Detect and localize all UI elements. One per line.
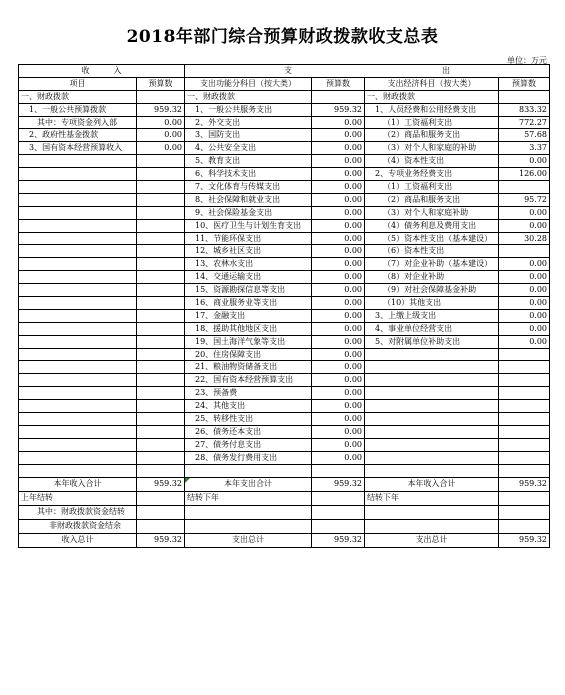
func-budget: 0.00 (312, 129, 365, 142)
income-item (19, 387, 137, 400)
col-budget-header: 预算数 (137, 77, 185, 90)
econ-budget (499, 464, 550, 477)
func-item: 9、社会保险基金支出 (185, 206, 312, 219)
table-row (19, 387, 550, 400)
func-item: 8、社会保障和就业支出 (185, 193, 312, 206)
econ-budget: 95.72 (499, 193, 550, 206)
income-item (19, 309, 137, 322)
econ-item: 5、对附属单位补助支出 (365, 335, 499, 348)
econ-budget: 772.27 (499, 116, 550, 129)
income-budget (137, 464, 185, 477)
grand-expense-label: 支出总计 (185, 533, 312, 547)
expense-total-label: 本年支出合计 (185, 477, 312, 491)
expense-header: 支 出 (185, 65, 550, 78)
table-row (19, 193, 550, 206)
income-item: 一、财政拨款 (19, 90, 137, 103)
table-row (19, 90, 550, 103)
income-item (19, 451, 137, 464)
table-row (19, 413, 550, 426)
income-item (19, 413, 137, 426)
income-item (19, 374, 137, 387)
income-budget (137, 193, 185, 206)
income-item: 2、政府性基金拨款 (19, 129, 137, 142)
func-item: 18、援助其他地区支出 (185, 322, 312, 335)
func-budget: 0.00 (312, 387, 365, 400)
table-row (19, 309, 550, 322)
econ-item (365, 348, 499, 361)
func-budget: 0.00 (312, 193, 365, 206)
carry-out-label: 结转下年 (365, 491, 499, 505)
income-item (19, 181, 137, 194)
table-row (19, 155, 550, 168)
expense-total-value: 959.32 (312, 477, 365, 491)
table-row (19, 284, 550, 297)
func-item: 19、国土海洋气象等支出 (185, 335, 312, 348)
func-item: 28、债务发行费用支出 (185, 451, 312, 464)
func-budget: 0.00 (312, 168, 365, 181)
func-item: 27、债务付息支出 (185, 438, 312, 451)
carry-in-label: 上年结转 (19, 491, 137, 505)
func-budget: 0.00 (312, 400, 365, 413)
page-title: 2018年部门综合预算财政拨款收支总表 (126, 27, 439, 47)
income-budget (137, 271, 185, 284)
func-budget: 0.00 (312, 348, 365, 361)
func-budget: 0.00 (312, 374, 365, 387)
econ-budget: 0.00 (499, 322, 550, 335)
func-item: 7、文化体育与传媒支出 (185, 181, 312, 194)
func-item: 13、农林水支出 (185, 258, 312, 271)
econ-item (365, 400, 499, 413)
func-item: 21、粮油物资储备支出 (185, 361, 312, 374)
income-item (19, 464, 137, 477)
grand-income-label: 收入总计 (19, 533, 137, 547)
econ-item: （10）其他支出 (365, 297, 499, 310)
table-row (19, 438, 550, 451)
table-row (19, 258, 550, 271)
func-item: 2、外交支出 (185, 116, 312, 129)
func-item: 10、医疗卫生与计划生育支出 (185, 219, 312, 232)
income-budget (137, 335, 185, 348)
grand-expense-label: 支出总计 (365, 533, 499, 547)
func-budget: 0.00 (312, 181, 365, 194)
econ-budget: 0.00 (499, 335, 550, 348)
income-item: 其中：专项资金列入部 (19, 116, 137, 129)
econ-budget (499, 374, 550, 387)
econ-item: （2）商品和服务支出 (365, 129, 499, 142)
func-item: 17、金融支出 (185, 309, 312, 322)
func-budget: 0.00 (312, 245, 365, 258)
func-item: 4、公共安全支出 (185, 142, 312, 155)
econ-budget (499, 348, 550, 361)
table-row (19, 271, 550, 284)
func-budget: 0.00 (312, 116, 365, 129)
func-budget: 0.00 (312, 438, 365, 451)
func-item: 25、转移性支出 (185, 413, 312, 426)
table-row (19, 451, 550, 464)
income-budget (137, 284, 185, 297)
func-budget: 0.00 (312, 258, 365, 271)
income-item (19, 219, 137, 232)
col-budget-header: 预算数 (312, 77, 365, 90)
econ-budget: 0.00 (499, 297, 550, 310)
econ-item: （1）工资福利支出 (365, 181, 499, 194)
func-item (185, 464, 312, 477)
func-item: 20、住房保障支出 (185, 348, 312, 361)
econ-budget: 30.28 (499, 232, 550, 245)
table-row (19, 181, 550, 194)
econ-item (365, 413, 499, 426)
econ-item: 3、上缴上级支出 (365, 309, 499, 322)
econ-budget: 57.68 (499, 129, 550, 142)
func-item: 26、债务还本支出 (185, 425, 312, 438)
func-budget: 0.00 (312, 451, 365, 464)
table-row (19, 348, 550, 361)
income-item (19, 284, 137, 297)
income-budget: 0.00 (137, 116, 185, 129)
econ-item: （5）资本性支出（基本建设） (365, 232, 499, 245)
econ-item (365, 464, 499, 477)
fiscal-carryover-label: 其中：财政拨款资金结转 (19, 505, 137, 519)
econ-budget (499, 387, 550, 400)
func-item: 6、科学技术支出 (185, 168, 312, 181)
econ-total-label: 本年收入合计 (365, 477, 499, 491)
econ-budget (499, 451, 550, 464)
econ-item: （4）债务利息及费用支出 (365, 219, 499, 232)
income-budget (137, 168, 185, 181)
func-budget: 959.32 (312, 103, 365, 116)
econ-item: 4、事业单位经营支出 (365, 322, 499, 335)
econ-item: 1、人员经费和公用经费支出 (365, 103, 499, 116)
func-item: 16、商业服务业等支出 (185, 297, 312, 310)
econ-item: （2）商品和服务支出 (365, 193, 499, 206)
func-budget: 0.00 (312, 232, 365, 245)
income-header: 收 入 (19, 65, 185, 78)
econ-budget: 0.00 (499, 219, 550, 232)
income-budget (137, 451, 185, 464)
income-budget (137, 219, 185, 232)
income-item (19, 245, 137, 258)
table-row (19, 142, 550, 155)
income-item (19, 425, 137, 438)
table-row (19, 245, 550, 258)
func-item: 1、一般公共服务支出 (185, 103, 312, 116)
func-item: 23、预备费 (185, 387, 312, 400)
income-item (19, 335, 137, 348)
econ-budget: 0.00 (499, 309, 550, 322)
income-budget (137, 181, 185, 194)
income-item (19, 193, 137, 206)
income-item (19, 348, 137, 361)
econ-item: 一、财政拨款 (365, 90, 499, 103)
income-budget (137, 297, 185, 310)
income-item (19, 271, 137, 284)
table-row (19, 168, 550, 181)
econ-budget (499, 361, 550, 374)
table-row (19, 129, 550, 142)
econ-item (365, 361, 499, 374)
income-item (19, 168, 137, 181)
func-item: 11、节能环保支出 (185, 232, 312, 245)
income-budget (137, 90, 185, 103)
table-row (19, 400, 550, 413)
func-item: 5、教育支出 (185, 155, 312, 168)
func-item: 24、其他支出 (185, 400, 312, 413)
income-budget: 0.00 (137, 129, 185, 142)
income-item (19, 400, 137, 413)
table-row (19, 219, 550, 232)
econ-budget: 0.00 (499, 206, 550, 219)
func-item: 15、资源勘探信息等支出 (185, 284, 312, 297)
income-budget (137, 348, 185, 361)
table-row (19, 103, 550, 116)
col-func-header: 支出功能分科目（按大类） (185, 77, 312, 90)
table-row (19, 206, 550, 219)
table-row (19, 464, 550, 477)
func-budget: 0.00 (312, 335, 365, 348)
econ-item (365, 387, 499, 400)
income-budget (137, 232, 185, 245)
econ-item: （6）资本性支出 (365, 245, 499, 258)
econ-budget (499, 413, 550, 426)
income-budget (137, 425, 185, 438)
income-budget (137, 438, 185, 451)
income-item (19, 232, 137, 245)
econ-budget: 0.00 (499, 284, 550, 297)
table-row (19, 361, 550, 374)
table-row (19, 425, 550, 438)
func-budget: 0.00 (312, 206, 365, 219)
econ-budget: 0.00 (499, 271, 550, 284)
income-item (19, 206, 137, 219)
income-budget (137, 309, 185, 322)
econ-item: （4）资本性支出 (365, 155, 499, 168)
econ-item: （9）对社会保障基金补助 (365, 284, 499, 297)
income-item (19, 155, 137, 168)
func-item: 3、国防支出 (185, 129, 312, 142)
grand-income-value: 959.32 (137, 533, 185, 547)
income-item: 1、一般公共预算拨款 (19, 103, 137, 116)
econ-budget (499, 438, 550, 451)
income-budget (137, 206, 185, 219)
carry-out-label: 结转下年 (185, 491, 312, 505)
func-budget: 0.00 (312, 219, 365, 232)
func-item: 一、财政拨款 (185, 90, 312, 103)
non-fiscal-label: 非财政拨款资金结余 (19, 519, 137, 533)
table-row (19, 335, 550, 348)
income-budget (137, 400, 185, 413)
table-row (19, 297, 550, 310)
income-budget (137, 361, 185, 374)
func-budget (312, 90, 365, 103)
econ-item: （3）对个人和家庭的补助 (365, 142, 499, 155)
income-budget (137, 322, 185, 335)
income-total-label: 本年收入合计 (19, 477, 137, 491)
income-item (19, 322, 137, 335)
income-budget (137, 155, 185, 168)
econ-item (365, 374, 499, 387)
table-row (19, 232, 550, 245)
econ-item: （7）对企业补助（基本建设） (365, 258, 499, 271)
table-row (19, 116, 550, 129)
econ-budget: 3.37 (499, 142, 550, 155)
func-budget: 0.00 (312, 413, 365, 426)
func-budget: 0.00 (312, 142, 365, 155)
func-budget: 0.00 (312, 271, 365, 284)
econ-item: （8）对企业补助 (365, 271, 499, 284)
econ-budget (499, 400, 550, 413)
income-budget (137, 245, 185, 258)
econ-budget: 0.00 (499, 155, 550, 168)
func-item: 22、国有资本经营预算支出 (185, 374, 312, 387)
income-item (19, 258, 137, 271)
income-budget: 0.00 (137, 142, 185, 155)
income-budget (137, 387, 185, 400)
econ-total-value: 959.32 (499, 477, 550, 491)
income-budget (137, 374, 185, 387)
func-budget: 0.00 (312, 297, 365, 310)
income-budget (137, 258, 185, 271)
econ-budget (499, 245, 550, 258)
func-budget: 0.00 (312, 361, 365, 374)
func-budget: 0.00 (312, 309, 365, 322)
econ-item (365, 438, 499, 451)
func-budget: 0.00 (312, 155, 365, 168)
econ-item (365, 451, 499, 464)
income-budget (137, 413, 185, 426)
unit-label: 单位：万元 (507, 56, 547, 65)
grand-expense-value: 959.32 (312, 533, 365, 547)
income-item (19, 438, 137, 451)
table-row (19, 374, 550, 387)
econ-item: 2、专项业务经费支出 (365, 168, 499, 181)
econ-budget: 0.00 (499, 258, 550, 271)
table-row (19, 322, 550, 335)
grand-expense-value: 959.32 (499, 533, 550, 547)
income-item (19, 361, 137, 374)
col-item-header: 项目 (19, 77, 137, 90)
budget-table (18, 64, 550, 548)
func-item: 12、城乡社区支出 (185, 245, 312, 258)
income-total-value: 959.32 (137, 477, 185, 491)
econ-budget (499, 181, 550, 194)
col-econ-header: 支出经济科目（按大类） (365, 77, 499, 90)
income-budget: 959.32 (137, 103, 185, 116)
econ-budget (499, 90, 550, 103)
func-budget: 0.00 (312, 322, 365, 335)
income-item (19, 297, 137, 310)
econ-item: （1）工资福利支出 (365, 116, 499, 129)
econ-budget: 126.00 (499, 168, 550, 181)
income-item: 3、国有资本经营预算收入 (19, 142, 137, 155)
func-item: 14、交通运输支出 (185, 271, 312, 284)
func-budget: 0.00 (312, 425, 365, 438)
col-budget-header: 预算数 (499, 77, 550, 90)
econ-budget (499, 425, 550, 438)
econ-item (365, 425, 499, 438)
func-budget (312, 464, 365, 477)
econ-budget: 833.32 (499, 103, 550, 116)
econ-item: （3）对个人和家庭补助 (365, 206, 499, 219)
func-budget: 0.00 (312, 284, 365, 297)
